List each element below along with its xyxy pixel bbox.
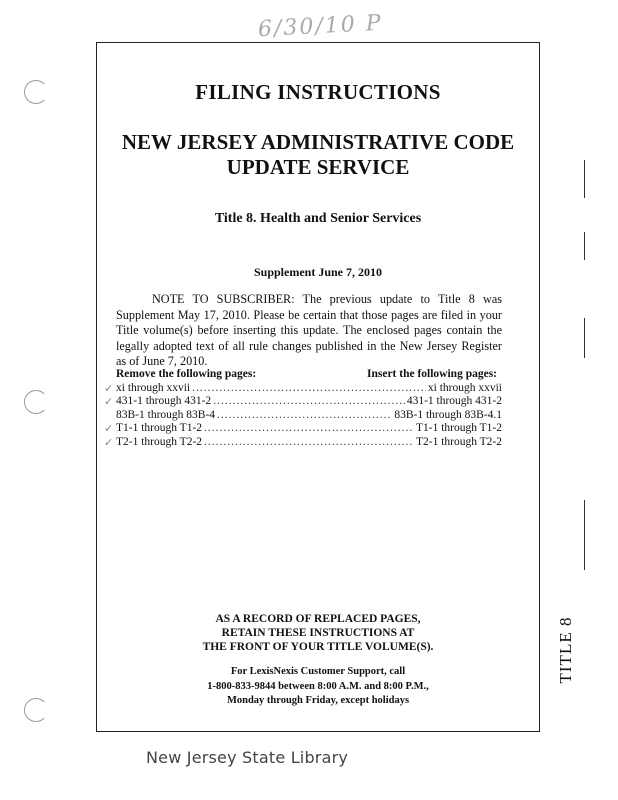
- service-title-line1: NEW JERSEY ADMINISTRATIVE CODE: [121, 130, 515, 154]
- record-line1: AS A RECORD OF REPLACED PAGES,: [215, 613, 421, 625]
- leader-dots: [204, 436, 414, 448]
- support-line3: Monday through Friday, except holidays: [226, 695, 410, 706]
- page-frame-bottom: [96, 731, 540, 732]
- table-row: [104, 382, 502, 395]
- table-row: [104, 435, 502, 449]
- remove-pages: 83B-1 through 83B-4: [116, 408, 216, 421]
- edge-mark: [584, 500, 585, 570]
- record-instructions: [100, 612, 536, 654]
- checkmark-icon: ✓: [104, 396, 114, 409]
- leader-dots: [213, 395, 405, 407]
- edge-mark: [584, 160, 585, 198]
- remove-pages: T2-1 through T2-2: [116, 435, 203, 448]
- page-title: FILING INSTRUCTIONS: [195, 80, 441, 104]
- insert-pages: 431-1 through 431-2: [406, 395, 502, 408]
- page-frame-top: [96, 42, 540, 43]
- insert-pages: T1-1 through T1-2: [415, 422, 502, 435]
- table-row: [116, 409, 502, 422]
- remove-pages: xi through xxvii: [116, 382, 191, 394]
- subscriber-note: NOTE TO SUBSCRIBER: The previous update to Title 8 was Supplement May 17, 2010. Please be certain that those pages are filed in your Title volume(s) before inserting this update. The enclosed pages contain the legally adopted text of all rule changes published in the New Jersey Register as of June 7, 2010.: [116, 292, 502, 368]
- edge-mark: [584, 318, 585, 358]
- remove-pages: T1-1 through T1-2: [116, 422, 203, 435]
- support-line1: For LexisNexis Customer Support, call: [230, 666, 406, 677]
- remove-pages-header: Remove the following pages:: [116, 368, 257, 380]
- table-row: [104, 422, 502, 436]
- checkmark-icon: ✓: [104, 383, 114, 395]
- punch-hole-icon: [24, 698, 48, 722]
- handwritten-note: 6/30/10 P: [257, 10, 384, 43]
- service-title-line2: UPDATE SERVICE: [226, 155, 410, 179]
- punch-hole-icon: [24, 80, 48, 104]
- page-frame-right: [539, 42, 540, 732]
- edge-mark: [584, 232, 585, 260]
- insert-pages-header: Insert the following pages:: [367, 368, 498, 380]
- insert-pages: 83B-1 through 83B-4.1: [394, 408, 502, 421]
- customer-support: [100, 665, 536, 709]
- title-side-tab: TITLE 8: [556, 616, 575, 684]
- checkmark-icon: ✓: [104, 436, 114, 449]
- leader-dots: [217, 409, 392, 421]
- supplement-date: Supplement June 7, 2010: [253, 265, 383, 279]
- insert-pages: T2-1 through T2-2: [415, 435, 502, 448]
- insert-pages: xi through xxvii: [427, 382, 502, 394]
- service-title: [100, 130, 536, 180]
- pages-table: [104, 382, 502, 449]
- page-frame-left: [96, 42, 97, 732]
- checkmark-icon: ✓: [104, 423, 114, 436]
- library-stamp: New Jersey State Library: [146, 748, 349, 767]
- leader-dots: [204, 422, 414, 434]
- leader-dots: [192, 382, 426, 394]
- record-line3: THE FRONT OF YOUR TITLE VOLUME(S).: [202, 641, 434, 653]
- table-row: [104, 395, 502, 409]
- record-line2: RETAIN THESE INSTRUCTIONS AT: [221, 627, 415, 639]
- remove-pages: 431-1 through 431-2: [116, 395, 212, 408]
- punch-hole-icon: [24, 390, 48, 414]
- support-line2: 1-800-833-9844 between 8:00 A.M. and 8:00 P.M.,: [207, 680, 429, 692]
- subtitle: Title 8. Health and Senior Services: [214, 211, 422, 226]
